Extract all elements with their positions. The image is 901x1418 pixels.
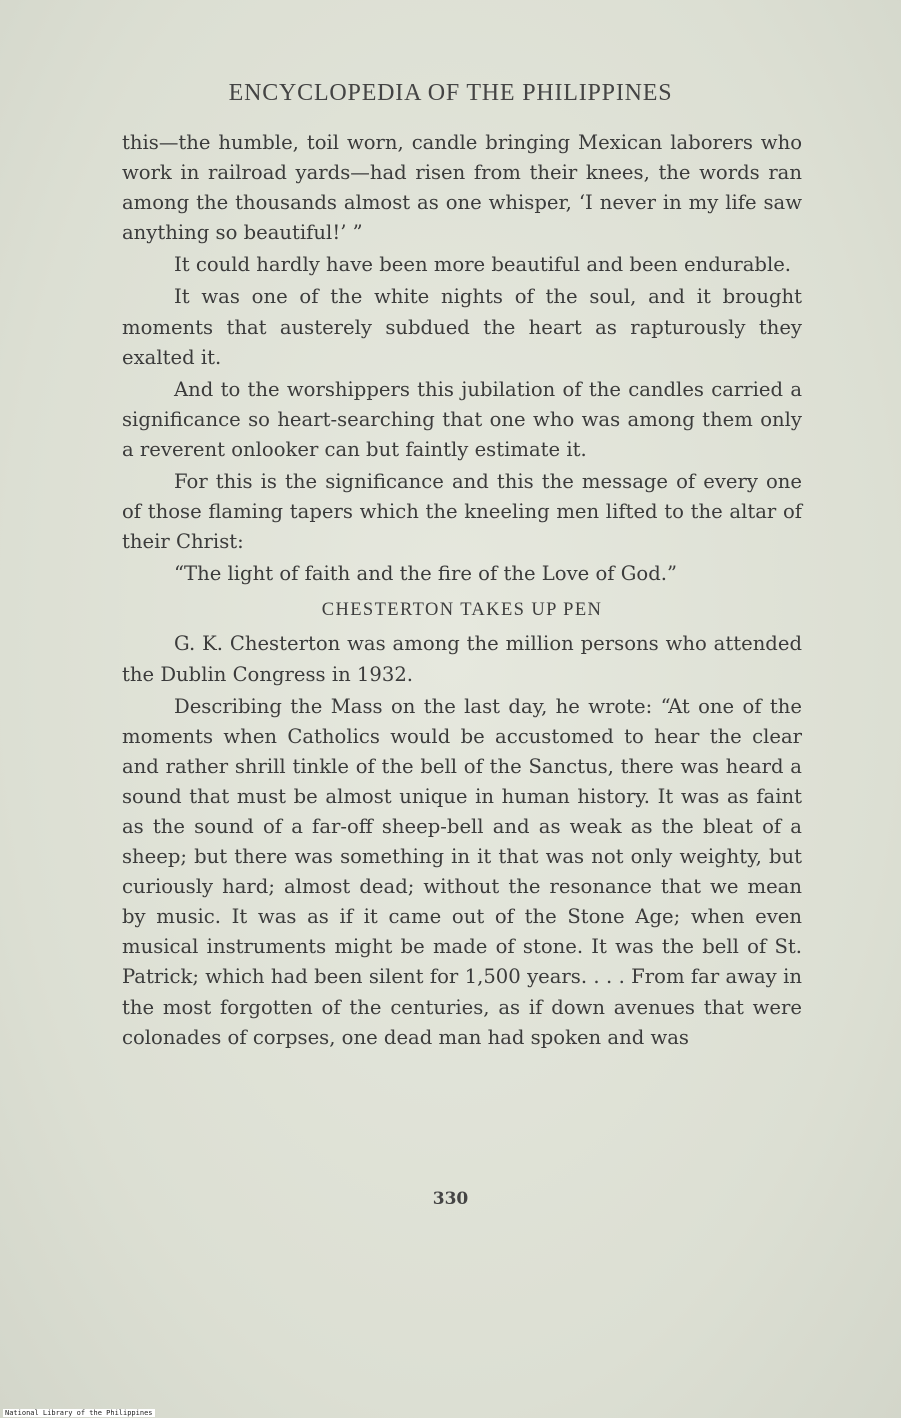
paragraph-continued: this—the humble, toil worn, candle bringing Mexican laborers who work in railroad yards—had risen from their knees, the words ran among the thousands almost as one whisper, ‘I never in my life saw anything so beautiful!’ ” [122,131,802,245]
running-head: ENCYCLOPEDIA OF THE PHILIPPINES [228,80,673,106]
paragraph: G. K. Chesterton was among the million persons who attended the Dublin Congress in 1932. [122,632,802,686]
paragraph: For this is the significance and this the message of every one of those flaming tapers which the kneeling men lifted to the altar of their Christ: [122,470,802,554]
paragraph: And to the worshippers this jubilation of the candles carried a significance so heart-searching that one who was among them only a reverent onlooker can but faintly estimate it. [122,377,802,461]
library-credit: National Library of the Philippines [5,1409,153,1417]
page-number: 330 [432,1189,469,1209]
section-heading: CHESTERTON TAKES UP PEN [321,600,603,621]
quote-paragraph: “The light of faith and the fire of the Love of God.” [174,562,677,586]
body-text [122,128,802,1055]
paragraph: It could hardly have been more beautiful and been endurable. [174,253,792,277]
paragraph: It was one of the white nights of the soul, and it brought moments that austerely subdued the heart as rapturously they exalted it. [122,285,802,369]
paragraph: Describing the Mass on the last day, he wrote: “At one of the moments when Catholics would be accustomed to hear the clear and rather shrill tinkle of the bell of the Sanctus, there was heard a sound that must be almost unique in human history. It was as faint as the sound of a far-off sheep-bell and as weak as the bleat of a sheep; but there was something in it that was not only weighty, but curiously hard; almost dead; without the resonance that we mean by music. It was as if it came out of the Stone Age; when even musical instruments might be made of stone. It was the bell of St. Patrick; which had been silent for 1,500 years. . . . From far away in the most forgotten of the centuries, as if down avenues that were colonades of corpses, one dead man had spoken and was [122,694,802,1049]
